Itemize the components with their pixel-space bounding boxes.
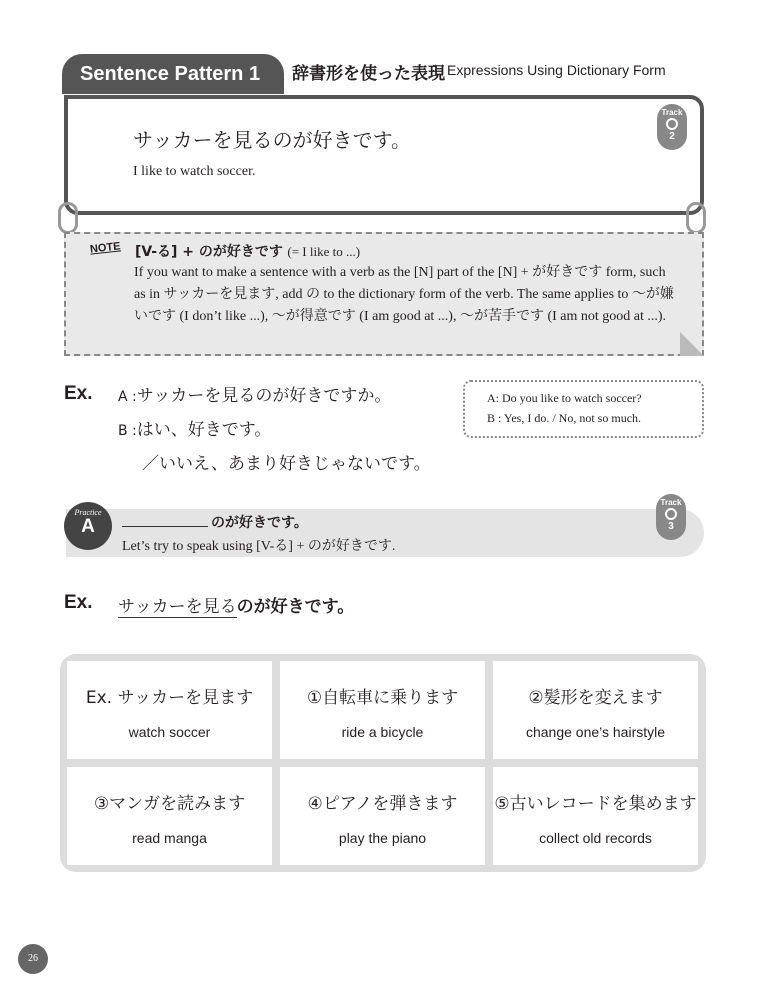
grid-cell-english: watch soccer (128, 724, 211, 740)
track-label: Track (661, 108, 683, 117)
note-label: NOTE (89, 240, 122, 256)
grid-cell[interactable] (67, 767, 272, 865)
track-number: 2 (669, 131, 675, 142)
cd-icon (665, 508, 677, 520)
example-line-a-text: サッカーを見るのが好きですか。 (136, 386, 392, 406)
grid-cell-english: play the piano (338, 830, 427, 846)
grid-cell[interactable] (493, 767, 698, 865)
pattern-translation: I like to watch soccer. (133, 164, 256, 179)
practice-letter: A (81, 516, 95, 537)
dialog-translation-a: A: Do you like to watch soccer? (487, 391, 642, 405)
grid-cell-japanese: ④ピアノを弾きます (307, 794, 458, 814)
practice-example-underlined: サッカーを見る (118, 597, 237, 617)
grid-cell-english: ride a bicycle (341, 724, 424, 740)
speaker-b: B : (118, 423, 137, 439)
grid-cell[interactable] (67, 661, 272, 759)
practice-tag: Practice (74, 508, 102, 517)
grid-cell-english: collect old records (539, 830, 652, 846)
section-title-english: Expressions Using Dictionary Form (447, 62, 666, 78)
grid-cell-english: read manga (132, 830, 207, 846)
binder-ring-left-icon (58, 202, 78, 234)
grid-cell-japanese: ②髪形を変えます (528, 688, 663, 708)
practice-badge (64, 502, 112, 550)
grid-cell-japanese: ⑤古いレコードを集めます (494, 794, 697, 814)
practice-prompt-text: のが好きです。 (211, 515, 308, 531)
grid-cell-japanese: ③マンガを読みます (93, 794, 246, 814)
note-title (135, 241, 360, 261)
grid-cell-japanese: ①自転車に乗ります (306, 688, 459, 708)
pattern-box (64, 95, 704, 215)
page-number: 26 (18, 944, 48, 974)
pattern-sentence: サッカーを見るのが好きです。 (133, 128, 411, 152)
example-line-b (118, 415, 271, 440)
speaker-a: A : (118, 389, 137, 405)
sentence-pattern-label: Sentence Pattern 1 (62, 54, 284, 94)
grid-cell[interactable] (493, 661, 698, 759)
grid-cell-english: change one’s hairstyle (525, 724, 666, 740)
section-title-japanese: 辞書形を使った表現 (292, 64, 445, 84)
practice-example (118, 592, 354, 617)
example-line-a (118, 381, 391, 406)
practice-prompt (122, 512, 308, 532)
track-number: 3 (668, 521, 674, 532)
binder-ring-right-icon (686, 202, 706, 234)
grid-cell[interactable] (280, 661, 485, 759)
practice-example-label: Ex. (64, 592, 93, 613)
example-line-b-alt: ／いいえ、あまり好きじゃないです。 (142, 454, 431, 474)
example-line-b-text: はい、好きです。 (136, 420, 272, 440)
practice-example-rest: のが好きです。 (236, 597, 355, 617)
track-2-icon[interactable] (657, 104, 687, 150)
grid-cell-japanese: Ex. サッカーを見ます (85, 688, 254, 708)
track-label: Track (660, 498, 682, 507)
vocabulary-grid (60, 654, 706, 872)
example-label: Ex. (64, 383, 93, 404)
note-title-gloss: (= I like to ...) (287, 244, 361, 259)
cd-icon (666, 118, 678, 130)
answer-blank[interactable] (122, 526, 208, 527)
track-3-icon[interactable] (656, 494, 686, 540)
practice-instruction: Let’s try to speak using [V-る] + のが好きです. (122, 539, 396, 554)
note-title-pattern: [V-る] + のが好きです (135, 244, 283, 260)
grid-cell[interactable] (280, 767, 485, 865)
note-body: If you want to make a sentence with a verb as the [N] part of the [N] + が好きです form, such as in サッカーを見ます, add の to the dictionary form of the verb. The same applies to ～が嫌いです (I don’t like ...), ～が得意です (I am good at ...), ～が苦手です (I am not good at ...). (134, 265, 674, 324)
dialog-translation-box (463, 380, 704, 438)
page-fold-icon (680, 332, 704, 356)
dialog-translation-b: B : Yes, I do. / No, not so much. (487, 411, 642, 425)
